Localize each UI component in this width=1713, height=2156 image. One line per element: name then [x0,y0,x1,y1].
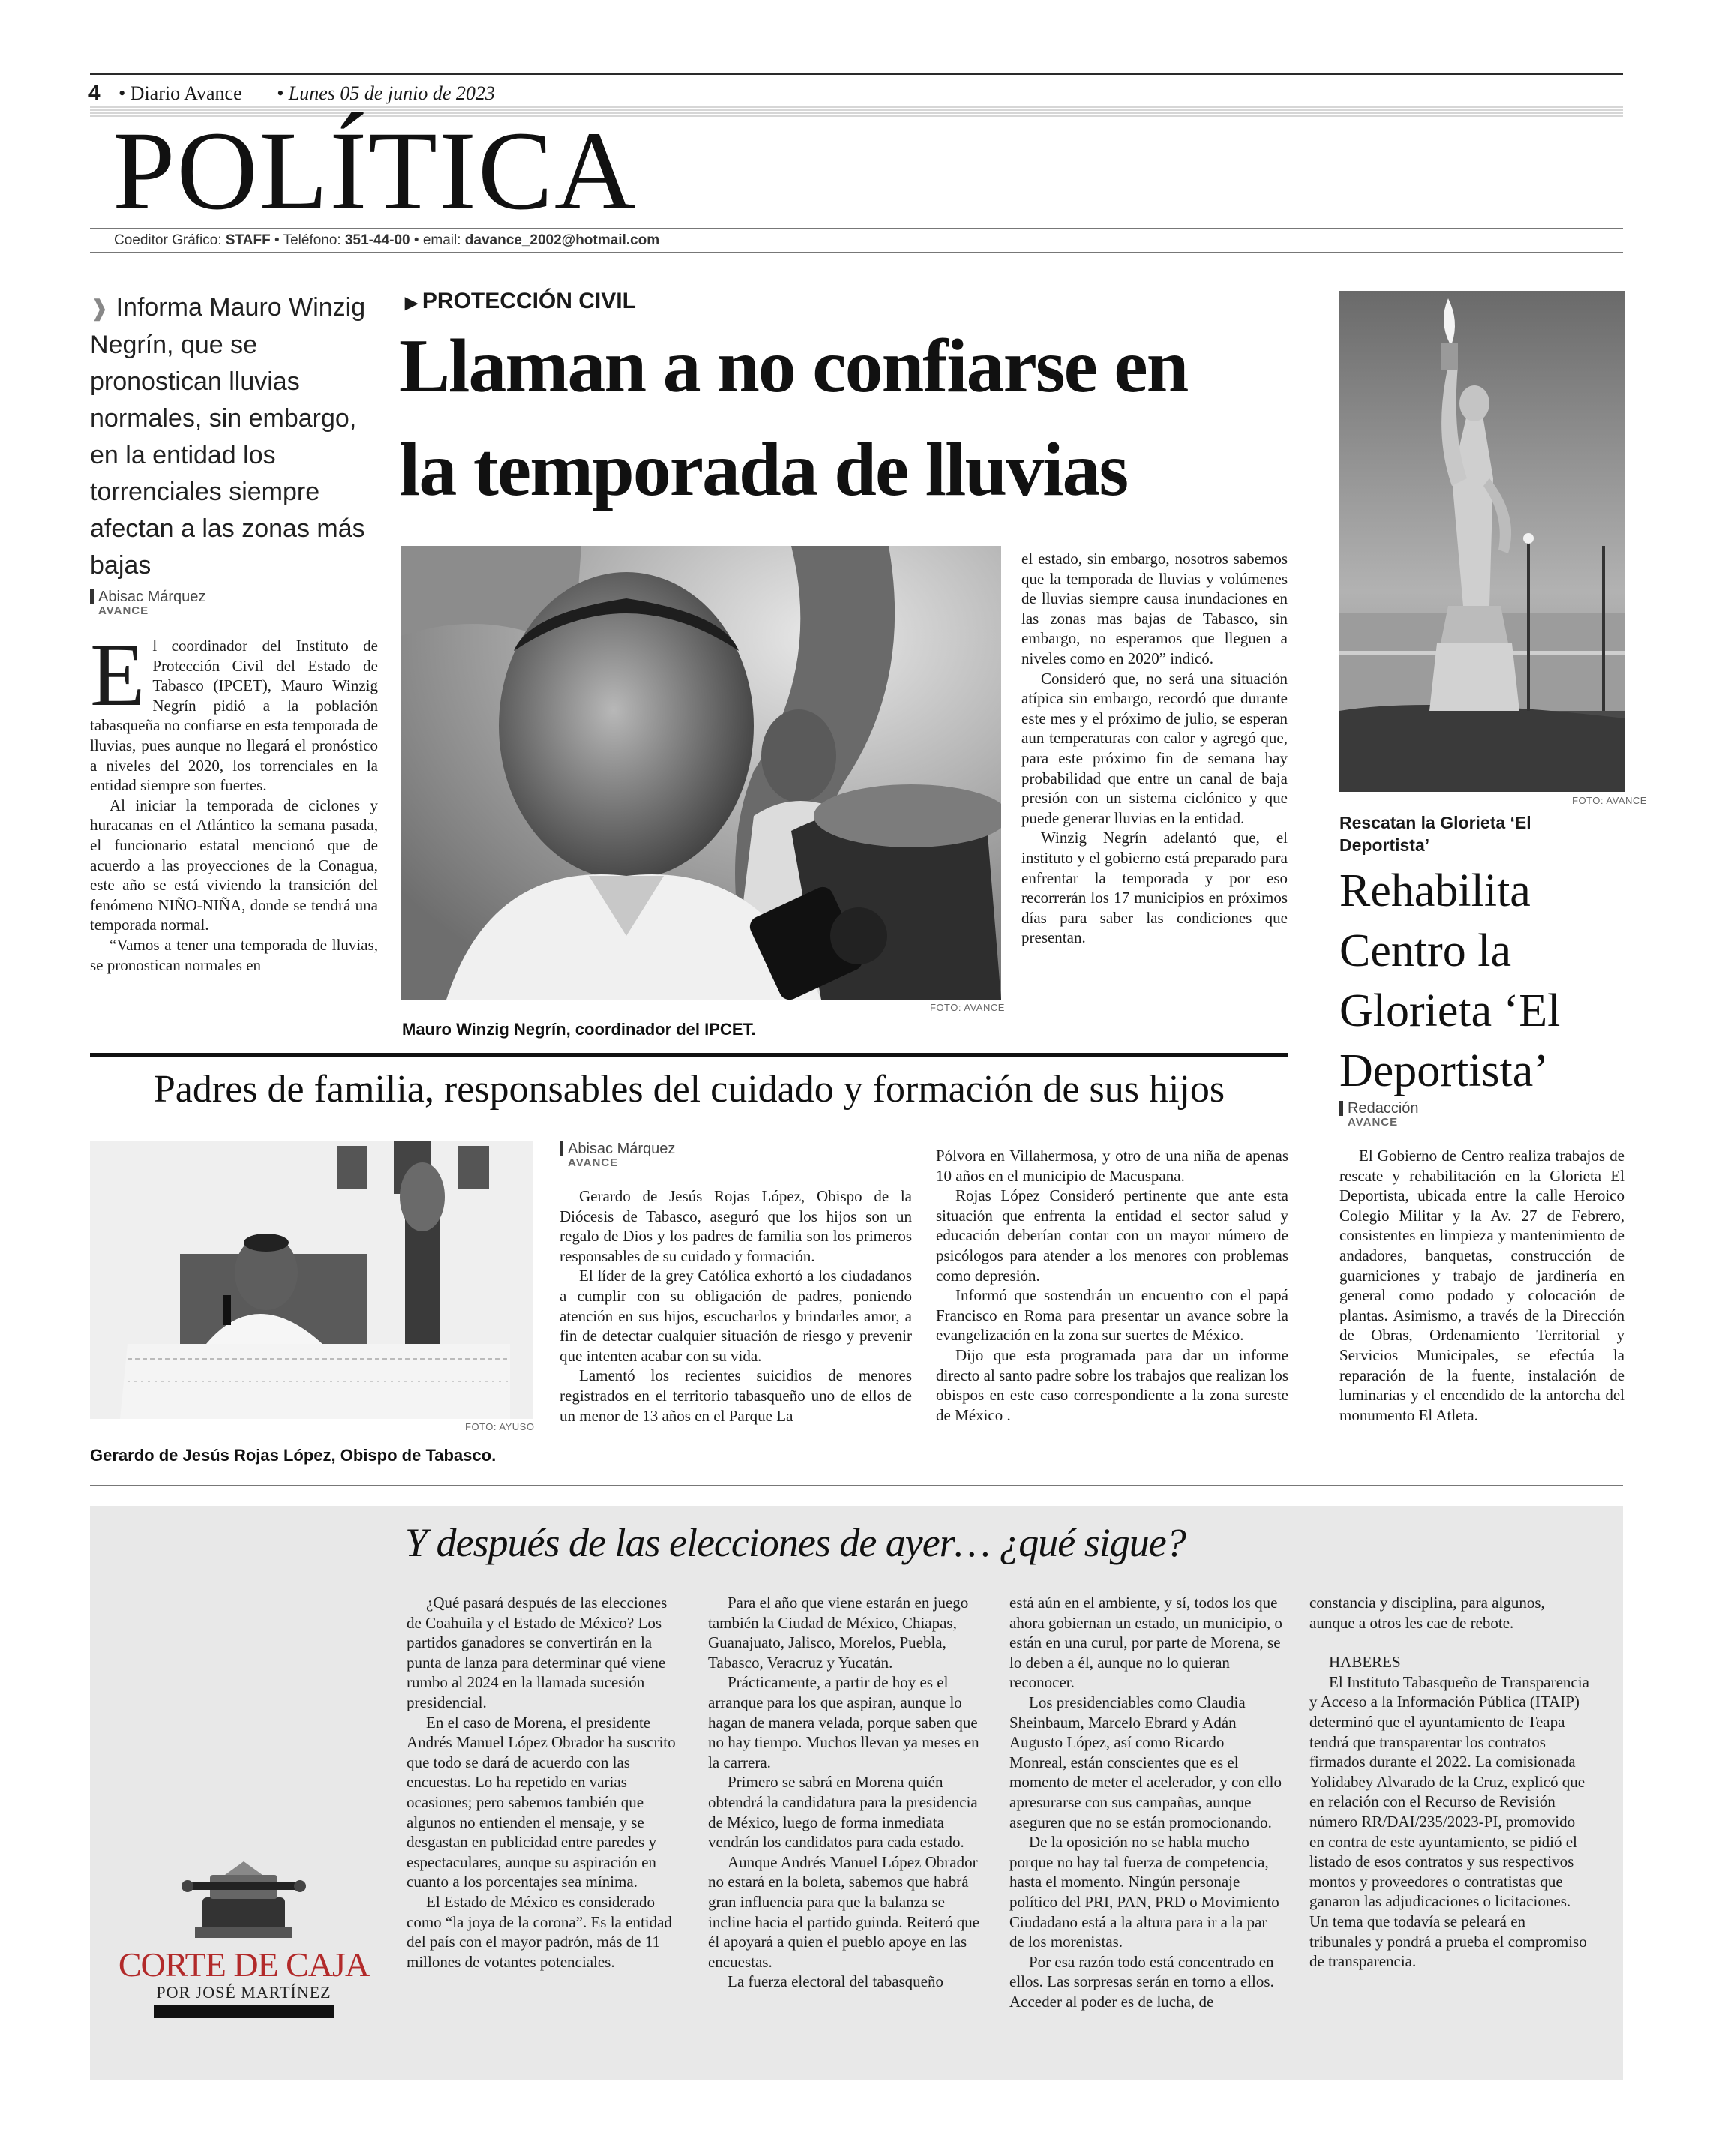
lead-photo-credit: FOTO: AVANCE [930,1002,1005,1013]
glorieta-photo [1340,291,1624,792]
section-title: POLÍTICA [112,109,638,233]
lead-photo-image [401,546,1001,1000]
kicker-triangle-icon: ▶ [405,293,418,312]
staff-name: STAFF [225,232,271,248]
bishop-col-2: Pólvora en Villahermosa, y otro de una niña de apenas 10 años en el municipio de Macuspana. Rojas López Consideró pertinente que ante esta situación que enfrenta la entidad el sector salud y educación deberían contar con un mayor número de psicólogos para atender a los menores con problemas como depresión. Informó que sostendrán un encuentro con el papá Francisco en Roma para presentar un avance sobre la evangelización en la zona sur suertes de México. Dijo que esta programada para dar un informe directo al santo padre sobre los trabajos que realizan los obispos en este caso correspondiente a la zona sureste de México . [936,1147,1288,1424]
column-col-1: ¿Qué pasará después de las elecciones de Coahuila y el Estado de México? Los partidos ganadores se convertirán en la punta de lanza para determinar qué viene rumbo al 2024 en la llamada sucesión presidencial. En el caso de Morena, el presidente Andrés Manuel López Obrador ha suscrito que todo se dará de acuerdo con las encuestas. Lo ha repetido en varias ocasiones; pero sabemos también que algunos no entienden el mensaje, y se desgastan en publicidad entre paredes y espectaculares, aunque su aspiración en cuanto a los porcentajes sea mínima. El Estado de México es considerado como “la joya de la corona”. Es la entidad del país con el mayor padrón, más de 11 millones de votantes potenciales. [406,1594,676,1971]
logo-author: POR JOSÉ MARTÍNEZ [156,1983,332,2002]
column-logo [105,1860,382,2010]
logo-title: CORTE DE CAJA [118,1945,370,1984]
phone: 351-44-00 [344,232,410,248]
bishop-photo-image [90,1141,532,1419]
bishop-headline: Padres de familia, responsables del cuidado y formación de sus hijos [153,1068,1226,1111]
pullquote: ❱ Informa Mauro Winzig Negrín, que se pronostican lluvias normales, sin embargo, en la entidad los torrenciales siempre afectan a las zonas más bajas [90,293,366,580]
lead-kicker: ▶ PROTECCIÓN CIVIL [405,289,636,313]
column-col-2: Para el año que viene estarán en juego también la Ciudad de México, Chiapas, Guanajuato, Jalisco, Morelos, Puebla, Tabasco, Veracruz y Yucatán. Prácticamente, a partir de hoy es el arranque para los que aspiran, aunque lo hagan de manera velada, porque saben que no hay tiempo. Muchos llevan ya meses en la carrera. Primero se sabrá en Morena quién obtendrá la candidatura para la presidencia de México, luego de forma inmediata vendrán los candidatos para cada estado. Aunque Andrés Manuel López Obrador no estará en la boleta, sabemos que habrá gran influencia para que la balanza se incline hacia el partido guinda. Reiteró que él apoyará a quien el pueblo apoye en las encuestas. La fuerza electoral del tabasqueño [708,1594,980,1991]
issue-date: • Lunes 05 de junio de 2023 [277,82,495,104]
lead-col-1: El coordinador del Instituto de Protección Civil del Estado de Tabasco (IPCET), Mauro Winzig Negrín pidió a la población tabasqueña no confiarse en esta temporada de lluvias, pues aunque no llegará el pronóstico a niveles del 2020, los torrenciales en la entidad siempre son fuertes. Al iniciar la temporada de ciclones y huracanas en el Atlántico la semana pasada, el funcionario estatal mencionó que de acuerdo a las proyecciones de la Conagua, este año se está viviendo la transición del fenómeno NIÑO-NIÑA, donde se tendrá una temporada normal. “Vamos a tener una temporada de lluvias, se pronostican normales en [90,625,378,974]
typewriter-icon [105,1860,382,1942]
logo-bar [154,2005,334,2018]
bishop-photo-caption: Gerardo de Jesús Rojas López, Obispo de Tabasco. [90,1446,496,1465]
paper-name: • Diario Avance [118,82,242,104]
bishop-col-1: Gerardo de Jesús Rojas López, Obispo de la Diócesis de Tabasco, aseguró que los hijos son un regalo de Dios y los padres de familia son los primeros responsables de su cuidado y formación. El líder de la grey Católica exhortó a los ciudadanos a cumplir con su obligación de padres, poniendo atención en sus hijos, escucharlos y brindarles amor, a fin de detectar cualquier situación de riesgo y prevenir que intenten acabar con su vida. Lamentó los recientes suicidios de menores registrados en el territorio tabasqueño uno de ellos de un menor de 13 años en el Parque La [560,1187,912,1425]
glorieta-photo-credit: FOTO: AVANCE [1572,795,1647,806]
lead-byline: Abisac Márquez AVANCE [90,589,382,617]
lead-photo-caption: Mauro Winzig Negrín, coordinador del IPCET. [402,1020,756,1039]
column-col-4: constancia y disciplina, para algunos, aunque a otros les cae de rebote. HABERES El Instituto Tabasqueño de Transparencia y Acceso a la Información Pública (ITAIP) determinó que el ayuntamiento de Teapa tendrá que transparentar los contratos firmados durante el 2022. La comisionada Yolidabey Alvarado de la Cruz, explicó que en relación con el Recurso de Revisión número RR/DAI/235/2023-PI, promovido en contra de este ayuntamiento, se pidió el listado de esos contratos y sus respectivos montos y proveedores o contratistas que ganaron las adjudicaciones o licitaciones. Un tema que todavía se peleará en tribunales y pondrá a prueba el compromiso de transparencia. [1310,1593,1591,1972]
glorieta-headline: Rehabilita Centro la Glorieta ‘El Deportista’ [1340,865,1561,1096]
statue-photo-image [1340,291,1624,792]
folio [88,79,838,106]
glorieta-kicker: Rescatan la Glorieta ‘El Deportista’ [1340,813,1532,855]
staff-line: Coeditor Gráfico: STAFF • Teléfono: 351-44-00 • email: davance_2002@hotmail.com [90,228,1623,253]
lead-headline: Llaman a no confiarse en la temporada de lluvias [399,324,1188,512]
email: davance_2002@hotmail.com [464,232,660,248]
glorieta-text: El Gobierno de Centro realiza trabajos de rescate y rehabilitación en la Glorieta El Deportista, ubicada entre la calle Heroico Colegio Militar y la Av. 27 de Febrero, consistentes en limpieza y mantenimiento de andadores, banquetas, construcción de guarniciones y trabajo de jardinería en general como podado y colocación de plantas. Asimismo, a través de la Dirección de Obras, Ordenamiento Territorial y Servicios Municipales, se efectúa la reparación de la fuente, instalación de luminarias y el encendido de la antorcha del monumento El Atleta. [1340,1147,1624,1424]
column-headline: Y después de las elecciones de ayer… ¿qué sigue? [405,1520,1186,1565]
bishop-byline: Abisac Márquez AVANCE [560,1141,912,1169]
glorieta-byline: Redacción AVANCE [1340,1101,1624,1129]
dropcap: E [90,625,146,724]
haberes-subhead: HABERES [1329,1653,1401,1672]
bishop-photo [90,1141,532,1419]
section-divider [90,1053,1288,1057]
top-rule [90,73,1623,75]
lead-col-2: el estado, sin embargo, nosotros sabemos que la temporada de lluvias y volúmenes de lluvias siempre causa inundaciones en las zonas mas bajas de Tabasco, sin embargo, no esperamos que lleguen a niveles como en 2020” indicó. Consideró que, no será una situación atípica sin embargo, recordó que durante este mes y el próximo de julio, se esperan aun temperaturas con calor y agregó que, para este próximo fin de semana hay probabilidad que entre un canal de baja presión con un sistema ciclónico y que puede generar lluvias en la entidad. Winzig Negrín adelantó que, el instituto y el gobierno está preparado para enfrentar la temporada y por eso recorrerán los 17 municipios en próximos días para saber las condiciones que presentan. [1022,550,1288,947]
column-col-3: está aún en el ambiente, y sí, todos los que ahora gobiernan un estado, un municipio, o están en una curul, por parte de Morena, se lo deben a él, aunque no lo quieran reconocer. Los presidenciables como Claudia Sheinbaum, Marcelo Ebrard y Adán Augusto López, así como Ricardo Monreal, están conscientes que es el momento de meter el acelerador, y con ello apresurarse con sus campañas, aunque aseguren que no se están promocionando. De la oposición no se habla mucho porque no hay tal fuerza de competencia, hasta el momento. Ningún personaje político del PRI, PAN, PRD o Movimiento Ciudadano está a la altura para ir a la par de los morenistas. Por esa razón todo está concentrado en ellos. Las sorpresas serán en torno a ellos. Acceder al poder es de lucha, de [1010,1594,1282,2011]
bishop-photo-credit: FOTO: AYUSO [465,1421,535,1432]
quote-marker-icon: ❱ [90,296,110,321]
column-top-rule [90,1485,1623,1486]
lead-photo [401,546,1001,1000]
page-number: 4 [88,81,100,104]
